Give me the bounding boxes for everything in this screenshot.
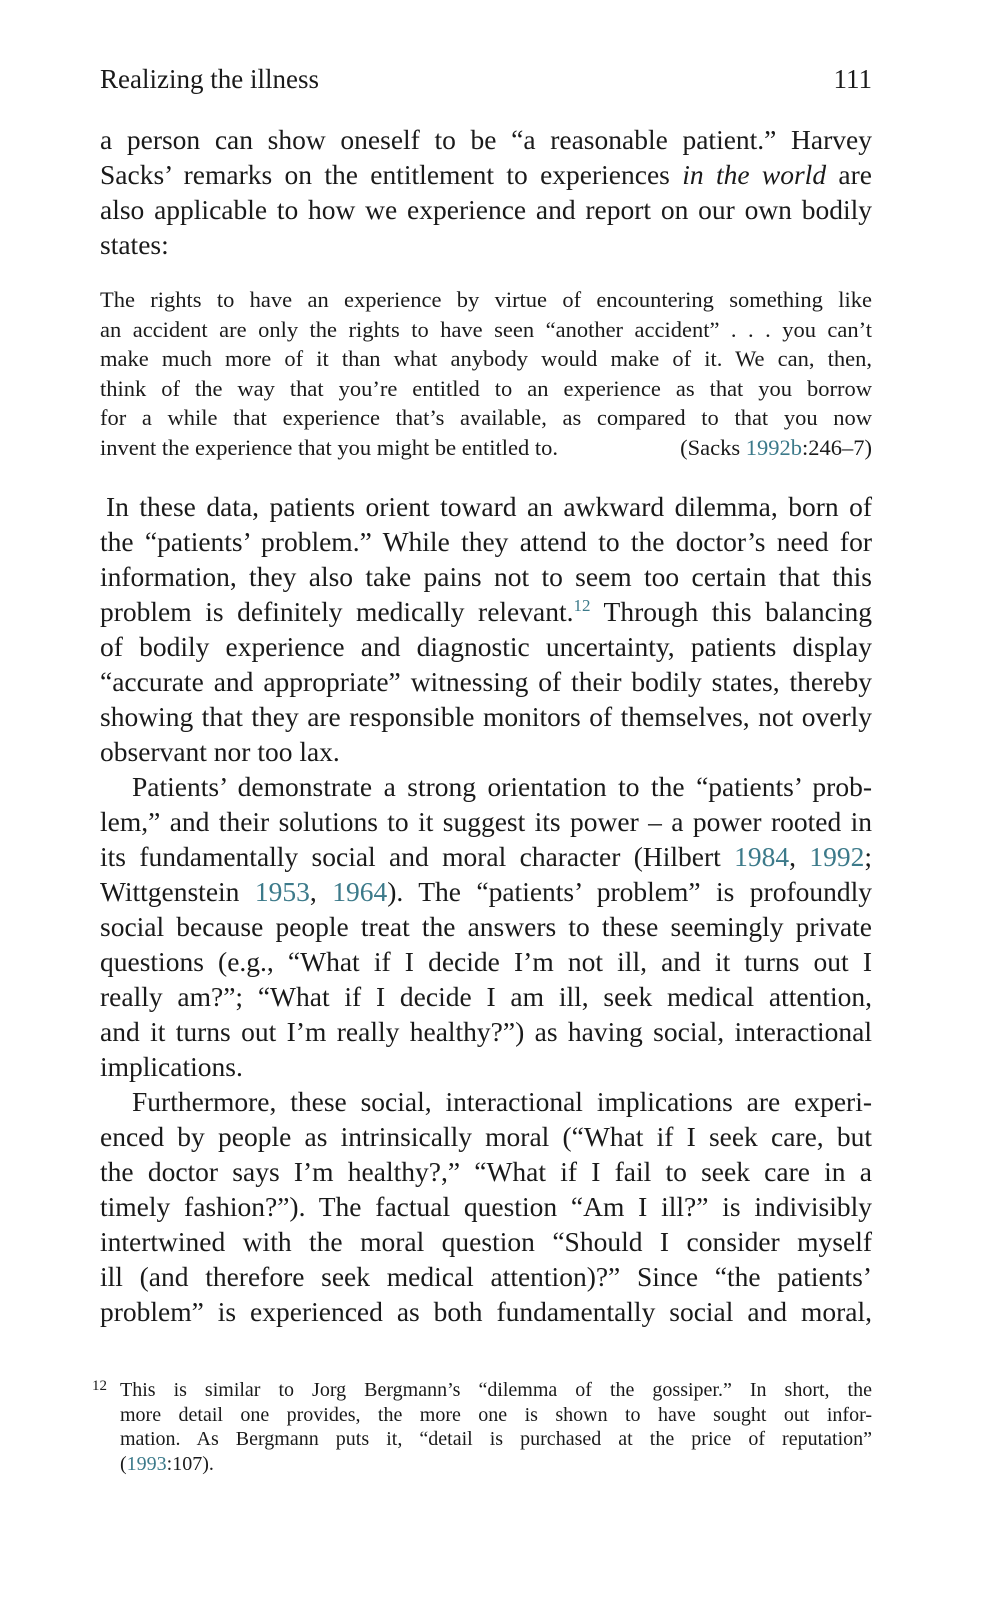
quote-citation: (Sacks 1992b:246–7) <box>680 434 872 460</box>
text-line: states: <box>100 229 169 260</box>
text-line: information, they also take pains not to seem too certain that this <box>100 561 872 592</box>
text-line: ill (and therefore seek medical attention)?” Since “the patients’ <box>100 1261 872 1292</box>
text-line: social because people treat the answers to these seemingly private <box>100 911 872 942</box>
footnote-line: (1993:107). <box>120 1452 214 1475</box>
text-line: showing that they are responsible monitors of themselves, not overly <box>100 701 872 732</box>
footnote-number: 12 <box>92 1378 107 1394</box>
quote-line: for a while that experience that’s available, as compared to that you now <box>100 405 872 430</box>
quote-line: an accident are only the rights to have seen “another accident” . . . you can’t <box>100 316 872 342</box>
page-number: 111 <box>833 64 872 94</box>
citation-link[interactable]: 1964 <box>332 876 388 907</box>
block-quote <box>100 285 872 462</box>
text-line: also applicable to how we experience and report on our own bodily <box>100 194 872 225</box>
text-line: Sacks’ remarks on the entitlement to experiences in the world are <box>100 159 872 190</box>
quote-line: The rights to have an experience by virtue of encountering something like <box>100 287 872 312</box>
text-line: implications. <box>100 1051 243 1082</box>
running-header <box>100 64 872 104</box>
text-line: the “patients’ problem.” While they attend to the doctor’s need for <box>100 526 872 557</box>
running-title: Realizing the illness <box>100 64 319 94</box>
quote-line: think of the way that you’re entitled to an experience as that you borrow <box>100 375 872 401</box>
text-line: questions (e.g., “What if I decide I’m not ill, and it turns out I <box>100 946 872 977</box>
text-line: In these data, patients orient toward an awkward dilemma, born of <box>106 491 872 522</box>
text-line: intertwined with the moral question “Should I consider myself <box>100 1226 872 1257</box>
italic-phrase: in the world <box>682 159 827 190</box>
text-line: enced by people as intrinsically moral (“What if I seek care, but <box>100 1121 872 1152</box>
footnote-line: This is similar to Jorg Bergmann’s “dilemma of the gossiper.” In short, the <box>120 1379 872 1401</box>
footnote-line: more detail one provides, the more one is shown to have sought out infor- <box>120 1403 872 1426</box>
text-line: problem” is experienced as both fundamentally social and moral, <box>100 1296 872 1327</box>
citation-link[interactable]: 1993 <box>126 1452 167 1475</box>
quote-line: invent the experience that you might be entitled to. (Sacks 1992b:246–7) <box>100 433 872 463</box>
citation-link[interactable]: 1992b <box>745 434 802 460</box>
text-line: a person can show oneself to be “a reasonable patient.” Harvey <box>100 124 872 155</box>
text-line: its fundamentally social and moral character (Hilbert 1984, 1992; <box>100 841 872 872</box>
footnote-line: mation. As Bergmann puts it, “detail is purchased at the price of reputation” <box>120 1428 872 1450</box>
text-line: “accurate and appropriate” witnessing of their bodily states, thereby <box>100 666 872 697</box>
paragraph-1 <box>100 122 872 262</box>
footnote-ref[interactable]: 12 <box>573 596 591 615</box>
citation-link[interactable]: 1953 <box>254 876 310 907</box>
text-line: the doctor says I’m healthy?,” “What if I fail to seek care in a <box>100 1156 872 1187</box>
text-line: lem,” and their solutions to it suggest its power – a power rooted in <box>100 806 872 837</box>
text-line: of bodily experience and diagnostic uncertainty, patients display <box>100 631 872 662</box>
footnote-text <box>120 1378 872 1476</box>
text-line: problem is definitely medically relevant.$^{12}$ Through this balancing <box>100 596 872 627</box>
quote-line: make much more of it than what anybody would make of it. We can, then, <box>100 346 872 371</box>
citation-link[interactable]: 1992 <box>809 841 865 872</box>
text-line: Patients’ demonstrate a strong orientation to the “patients’ prob- <box>132 771 872 802</box>
text-line: really am?”; “What if I decide I am ill, seek medical attention, <box>100 981 872 1012</box>
text-line: timely fashion?”). The factual question “Am I ill?” is indivisibly <box>100 1191 872 1222</box>
text-line: observant nor too lax. <box>100 736 340 767</box>
paragraph-2 <box>100 489 872 1329</box>
text-line: and it turns out I’m really healthy?”) as having social, interactional <box>100 1016 872 1047</box>
citation-link[interactable]: 1984 <box>734 841 790 872</box>
text-line: Wittgenstein 1953, 1964). The “patients’ problem” is profoundly <box>100 876 873 907</box>
text-line: Furthermore, these social, interactional implications are experi- <box>132 1086 872 1117</box>
footnote <box>92 1378 872 1476</box>
